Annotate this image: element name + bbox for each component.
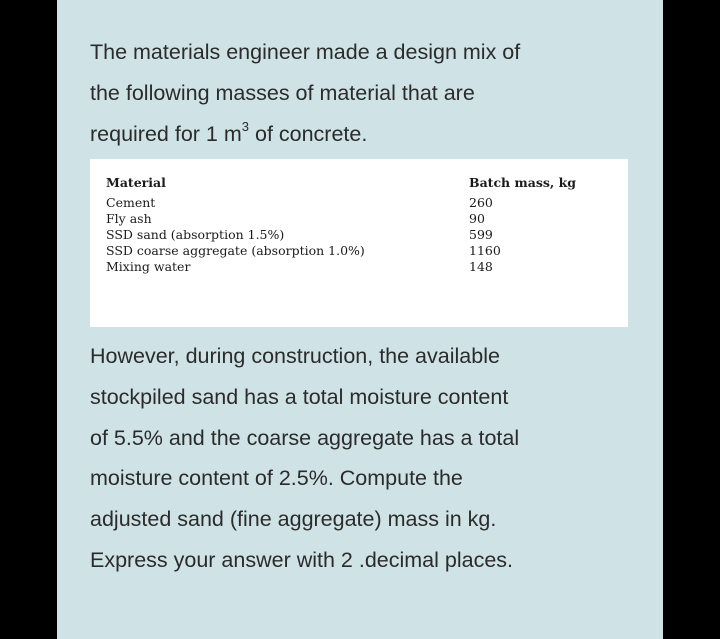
body-line: Express your answer with 2 .decimal places. bbox=[90, 547, 514, 572]
question-card bbox=[57, 0, 663, 639]
material-cell: Fly ash bbox=[106, 211, 152, 226]
mass-cell: 148 bbox=[469, 259, 493, 274]
body-line: stockpiled sand has a total moisture content bbox=[90, 384, 509, 409]
mass-cell: 599 bbox=[469, 227, 493, 242]
body-line: adjusted sand (fine aggregate) mass in kg. bbox=[90, 507, 497, 532]
header-material: Material bbox=[106, 175, 166, 190]
header-mass: Batch mass, kg bbox=[469, 175, 576, 190]
material-cell: SSD sand (absorption 1.5%) bbox=[106, 227, 285, 242]
material-table-image bbox=[90, 159, 628, 327]
intro-line-part: required for 1 m bbox=[90, 122, 242, 146]
material-cell: Cement bbox=[106, 195, 156, 210]
body-line: moisture content of 2.5%. Compute the bbox=[90, 466, 463, 491]
material-cell: SSD coarse aggregate (absorption 1.0%) bbox=[106, 243, 365, 258]
mass-cell: 90 bbox=[469, 211, 485, 226]
intro-line-part: of concrete. bbox=[254, 122, 368, 146]
body-line: of 5.5% and the coarse aggregate has a total bbox=[90, 425, 520, 450]
intro-line bbox=[90, 114, 650, 155]
intro-line: the following masses of material that are bbox=[90, 81, 475, 105]
superscript: 3 bbox=[241, 118, 249, 134]
mass-cell: 260 bbox=[469, 195, 493, 210]
material-cell: Mixing water bbox=[106, 259, 191, 274]
intro-paragraph bbox=[90, 32, 650, 155]
problem-paragraph bbox=[90, 336, 650, 581]
mass-cell: 1160 bbox=[469, 243, 501, 258]
body-line: However, during construction, the available bbox=[90, 344, 500, 368]
intro-line: The materials engineer made a design mix of bbox=[90, 40, 521, 64]
